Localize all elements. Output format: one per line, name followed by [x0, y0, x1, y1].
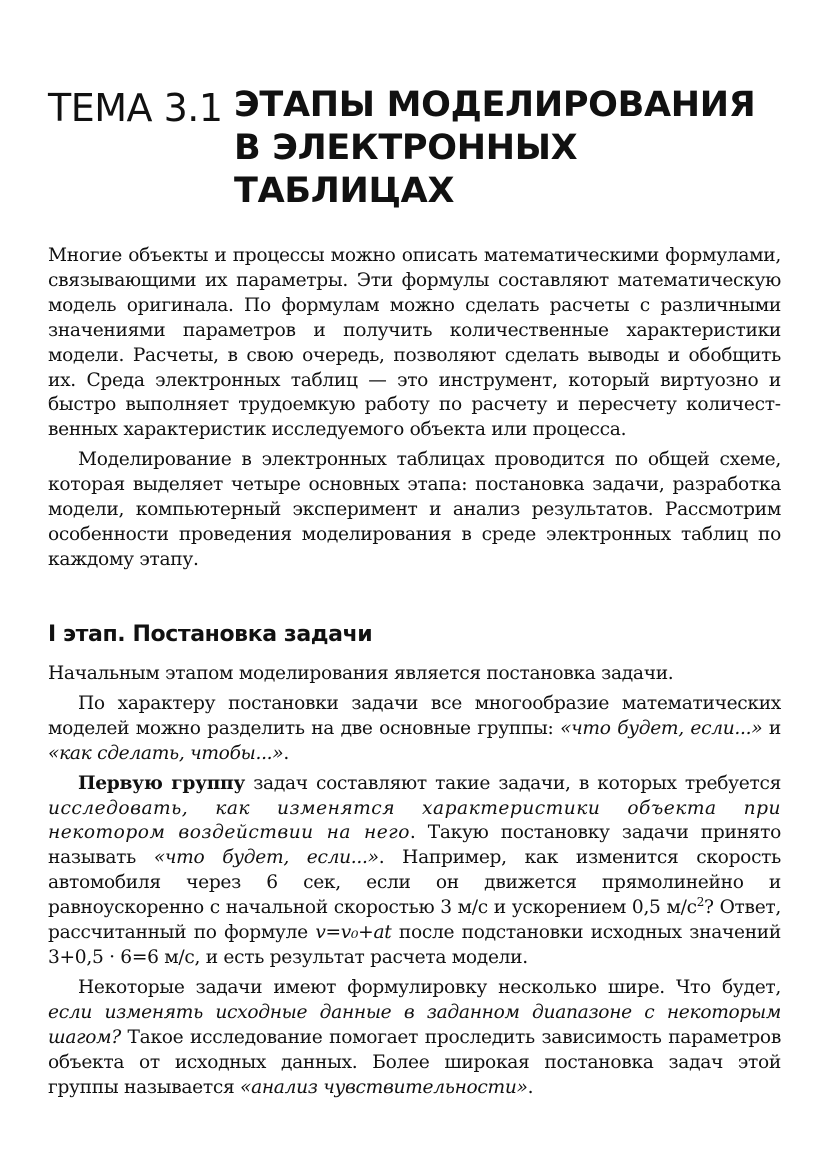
- paragraph-text: По характеру постановки задачи все многообразие математических моделей можно разделить на две основные группы:: [48, 692, 781, 739]
- topic-title-line: ЭТАПЫ МОДЕЛИРОВАНИЯ: [234, 85, 756, 125]
- paragraph-text: . Например, как изменится скорость автомобиля через 6 сек, если он движется прямолинейно и равноускоренно с начальной скоростью 3 м/с и ускорением 0,5 м/с: [48, 847, 781, 919]
- paragraph-text: .: [283, 742, 289, 764]
- section-paragraph-3: [48, 772, 781, 971]
- paragraph-text: после подстановки исходных значений 3+0,5 · 6=6 м/с, и есть результат расчета модели.: [48, 922, 781, 968]
- intro-text: [48, 244, 781, 573]
- section-text: [48, 662, 781, 1100]
- topic-number: ТЕМА 3.1: [48, 86, 223, 130]
- quote-what-if: «что будет, если...»: [560, 717, 763, 739]
- paragraph-text: Такое исследование помогает проследить зависимость параметров объекта от исходных данных. Более широкая постановка задач этой группы называется: [48, 1026, 781, 1098]
- paragraph-text: Некоторые задачи имеют формулировку несколько шире. Что будет,: [78, 976, 781, 998]
- section-paragraph-4: [48, 976, 781, 1101]
- formula: v=v₀+at: [315, 922, 392, 944]
- paragraph-text: ? Ответ, рассчитанный по формуле: [48, 897, 781, 944]
- topic-title-line: ТАБЛИЦАХ: [234, 171, 455, 211]
- topic-header: [48, 84, 808, 224]
- intro-paragraph-2: Моделирование в электронных таблицах проводится по общей схеме, которая выделяет четыре основных этапа: постановка задачи, разработка модели, компьютерный эксперимент и анализ результатов. Рассмотрим особенности проведения моделирования в среде электронных таблиц по каждому этапу.: [48, 449, 781, 570]
- paragraph-text: задач составляют такие задачи, в которых требуется: [244, 772, 781, 794]
- paragraph-text: и: [762, 717, 781, 739]
- quote-how-to: «как сделать, чтобы...»: [48, 742, 284, 764]
- emphasis-text: исследовать, как изменятся характеристики объекта при некотором воздействии на него: [48, 797, 781, 844]
- first-group-term: Первую группу: [78, 772, 245, 794]
- paragraph-text: . Такую постановку задачи принято называть: [48, 822, 781, 869]
- topic-title-line: В ЭЛЕКТРОННЫХ: [234, 128, 578, 168]
- topic-title: [234, 84, 755, 213]
- quote-sensitivity: «анализ чувствительности»: [240, 1076, 528, 1098]
- paragraph-text: .: [527, 1076, 534, 1098]
- emphasis-text: если изменять исходные данные в заданном диапазоне с некоторым шагом?: [48, 1001, 781, 1048]
- quote-what-if: «что будет, если...»: [153, 847, 379, 869]
- section-paragraph-1: Начальным этапом моделирования является постановка задачи.: [48, 663, 674, 684]
- superscript: 2: [696, 894, 705, 909]
- section-heading: I этап. Постановка задачи: [48, 622, 373, 647]
- intro-paragraph-1: Многие объекты и процессы можно описать математическими формулами, связывающими их параметры. Эти формулы составляют математическую модель оригинала. По формулам можно сделать расчеты с различными значениями параметров и получить количественные характеристики модели. Расчеты, в свою очередь, позволяют сделать выводы и обобщить их. Среда электронных таблиц — это инструмент, который виртуозно и быстро выполняет трудоемкую работу по расчету и пересчету количественных характеристик исследуемого объекта или процесса.: [48, 245, 781, 441]
- section-paragraph-2: [48, 692, 781, 767]
